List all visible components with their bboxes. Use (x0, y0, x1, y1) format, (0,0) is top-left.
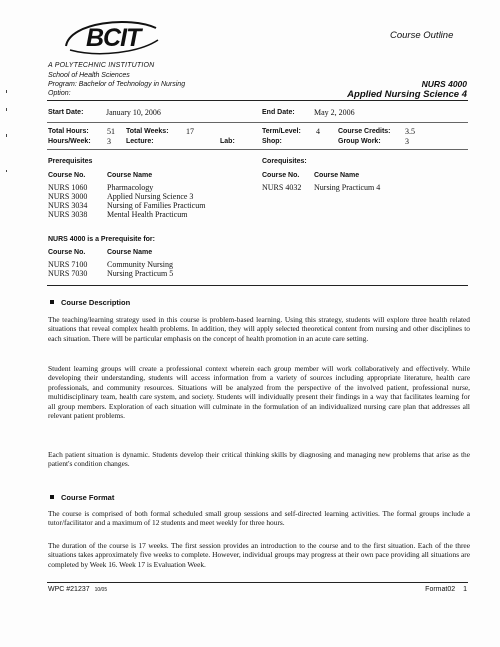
prereq-col-no: Course No. (48, 172, 86, 179)
course-no: NURS 3038 (48, 210, 88, 219)
list-item (48, 192, 248, 201)
course-description-heading (50, 298, 130, 307)
list-item (48, 210, 248, 219)
header-divider (47, 100, 468, 101)
group-work-value: 3 (405, 137, 409, 146)
prereq-for-heading: NURS 4000 is a Prerequisite for: (48, 236, 155, 243)
total-hours-label: Total Hours: (48, 128, 89, 135)
footer-right (425, 586, 467, 594)
course-title: Applied Nursing Science 4 (347, 89, 467, 100)
prereq-divider (47, 285, 468, 286)
credits-label: Course Credits: (338, 128, 391, 135)
list-item (48, 269, 248, 278)
course-no: NURS 3000 (48, 192, 88, 201)
square-bullet-icon (50, 495, 54, 499)
tagline: A POLYTECHNIC INSTITUTION (48, 62, 155, 69)
footer-doc-id: WPC #21237 (48, 586, 90, 593)
list-item (48, 183, 248, 192)
course-no: NURS 3034 (48, 201, 88, 210)
course-name: Nursing Practicum 4 (314, 183, 381, 192)
corequisites-heading: Corequisites: (262, 158, 307, 165)
format-para-2: The duration of the course is 17 weeks. The first session provides an introduction to the course and to the first situation. Each of the three situations takes approximately five weeks to complete. However, individual groups may progress at their own pace providing all situations are completed by Week 16. Week 17 is Evaluation Week. (48, 541, 470, 569)
list-item (48, 260, 248, 269)
group-work-label: Group Work: (338, 138, 381, 145)
term-label: Term/Level: (262, 128, 301, 135)
prereq-for-col-name: Course Name (107, 249, 153, 256)
list-item (48, 201, 248, 210)
start-date-value: January 10, 2006 (106, 108, 161, 117)
end-date-label: End Date: (262, 109, 295, 116)
doc-type: Course Outline (390, 30, 454, 41)
option-label: Option: (48, 90, 71, 97)
start-date-label: Start Date: (48, 109, 84, 116)
prerequisites-heading: Prerequisites (48, 158, 93, 165)
bcit-logo (60, 14, 160, 60)
course-no: NURS 7030 (48, 269, 88, 278)
heading-text: Course Format (61, 493, 115, 502)
total-weeks-value: 17 (186, 127, 194, 136)
course-code: NURS 4000 (421, 79, 467, 89)
description-para-1: The teaching/learning strategy used in this course is problem-based learning. Using this strategy, students will explore three health related situations that reveal complex health problems. In addition, they will apply selected theoretical content from nursing and other disciplines to each situation. There will be particular emphasis on the concept of health promotion in an acute care setting. (48, 315, 470, 343)
heading-text: Course Description (61, 298, 131, 307)
coreq-col-no: Course No. (262, 172, 300, 179)
end-date-value: May 2, 2006 (314, 108, 355, 117)
coreq-col-name: Course Name (314, 172, 360, 179)
footer-doc-date: 10/05 (94, 587, 108, 593)
program-name: Program: Bachelor of Technology in Nursing (48, 81, 186, 88)
list-item (262, 183, 462, 192)
school-name: School of Health Sciences (48, 72, 130, 79)
coreq-list (262, 183, 462, 192)
total-hours-value: 51 (107, 127, 115, 136)
credits-value: 3.5 (405, 127, 415, 136)
total-weeks-label: Total Weeks: (126, 128, 169, 135)
term-value: 4 (316, 127, 320, 136)
shop-label: Shop: (262, 138, 282, 145)
course-name: Pharmacology (107, 183, 154, 192)
details-divider (47, 122, 468, 123)
course-no: NURS 1060 (48, 183, 88, 192)
prereq-for-list (48, 260, 248, 278)
course-name: Applied Nursing Science 3 (107, 192, 194, 201)
description-para-2: Student learning groups will create a professional context wherein each group member will work collaboratively and effectively. While developing their understanding, students will access information from a variety of sources including appropriate literature, health care professionals, and community resources. Situations will be analyzed from the perspective of the involved patient, professional nurse, multidisciplinary team, health care system, and society. Students will individually present their findings in a way that facilitates learning for all group members. Exploration of each situation will culminate in the formulation of an individualized nursing care plan that addresses all relevant patient problems. (48, 364, 470, 421)
course-format-heading (50, 493, 114, 502)
prereq-list (48, 183, 248, 219)
hours-week-label: Hours/Week: (48, 138, 91, 145)
format-para-1: The course is comprised of both formal scheduled small group sessions and self-directed learning activities. The formal groups include a tutor/facilitator and a maximum of 12 students and meet weekly for three hours. (48, 509, 470, 528)
course-name: Nursing Practicum 5 (107, 269, 174, 278)
course-name: Community Nursing (107, 260, 174, 269)
footer-format: Format02 (425, 586, 456, 593)
lecture-label: Lecture: (126, 138, 154, 145)
course-name: Nursing of Families Practicum (107, 201, 206, 210)
course-name: Mental Health Practicum (107, 210, 188, 219)
page-number: 1 (463, 586, 467, 593)
prereq-col-name: Course Name (107, 172, 153, 179)
lab-label: Lab: (220, 138, 235, 145)
description-para-3: Each patient situation is dynamic. Students develop their critical thinking skills by diagnosing and managing new problems that arise as the patient's condition changes. (48, 450, 470, 469)
prereq-for-col-no: Course No. (48, 249, 86, 256)
square-bullet-icon (50, 300, 54, 304)
hours-week-value: 3 (107, 137, 111, 146)
footer-left (48, 586, 107, 594)
hours-divider (47, 149, 468, 150)
scan-artifacts (5, 90, 9, 210)
course-no: NURS 7100 (48, 260, 88, 269)
course-no: NURS 4032 (262, 183, 302, 192)
footer-divider (47, 582, 468, 583)
logo-text: BCIT (86, 24, 141, 52)
